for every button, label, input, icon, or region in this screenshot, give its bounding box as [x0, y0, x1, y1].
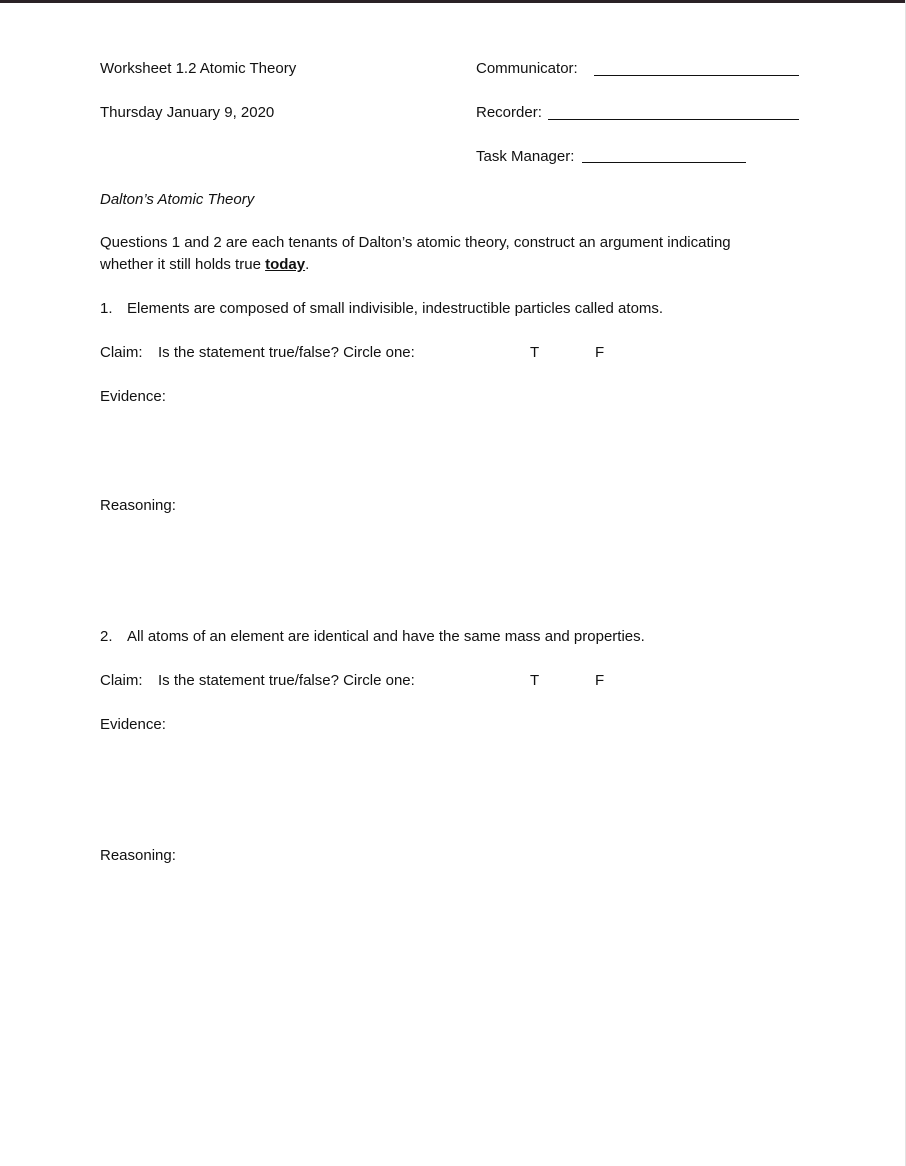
- task-manager-label: Task Manager:: [476, 148, 575, 165]
- question-1-option-false[interactable]: F: [595, 344, 605, 361]
- question-2-evidence-label: Evidence:: [100, 716, 166, 733]
- question-1-evidence-label: Evidence:: [100, 388, 166, 405]
- question-1-claim-text: Is the statement true/false? Circle one:: [158, 344, 415, 361]
- question-1-number: 1.: [100, 300, 113, 317]
- question-2-number: 2.: [100, 628, 113, 645]
- intro-emphasis-today: today: [265, 256, 306, 273]
- communicator-blank[interactable]: [594, 75, 799, 76]
- question-1-reasoning-label: Reasoning:: [100, 497, 176, 514]
- recorder-blank[interactable]: [548, 119, 799, 120]
- question-1-claim-label: Claim:: [100, 344, 143, 361]
- question-1-statement: Elements are composed of small indivisible, indestructible particles called atoms.: [127, 300, 664, 317]
- question-1-option-true[interactable]: T: [530, 344, 540, 361]
- question-2-option-true[interactable]: T: [530, 672, 540, 689]
- worksheet-title: Worksheet 1.2 Atomic Theory: [100, 60, 297, 77]
- question-2-statement: All atoms of an element are identical and have the same mass and properties.: [127, 628, 645, 645]
- recorder-label: Recorder:: [476, 104, 542, 121]
- intro-line-2-prefix: whether it still holds true: [100, 256, 266, 273]
- question-2-claim-label: Claim:: [100, 672, 143, 689]
- question-2-option-false[interactable]: F: [595, 672, 605, 689]
- worksheet-date: Thursday January 9, 2020: [100, 104, 275, 121]
- task-manager-blank[interactable]: [582, 162, 746, 163]
- top-border: [0, 0, 906, 3]
- communicator-label: Communicator:: [476, 60, 578, 77]
- section-title: Dalton’s Atomic Theory: [100, 191, 255, 208]
- question-2-claim-text: Is the statement true/false? Circle one:: [158, 672, 415, 689]
- intro-line-2-suffix: .: [305, 256, 310, 273]
- intro-line-2: [100, 255, 309, 275]
- intro-line-1: Questions 1 and 2 are each tenants of Dalton’s atomic theory, construct an argument indicating: [100, 234, 731, 251]
- question-2-reasoning-label: Reasoning:: [100, 847, 176, 864]
